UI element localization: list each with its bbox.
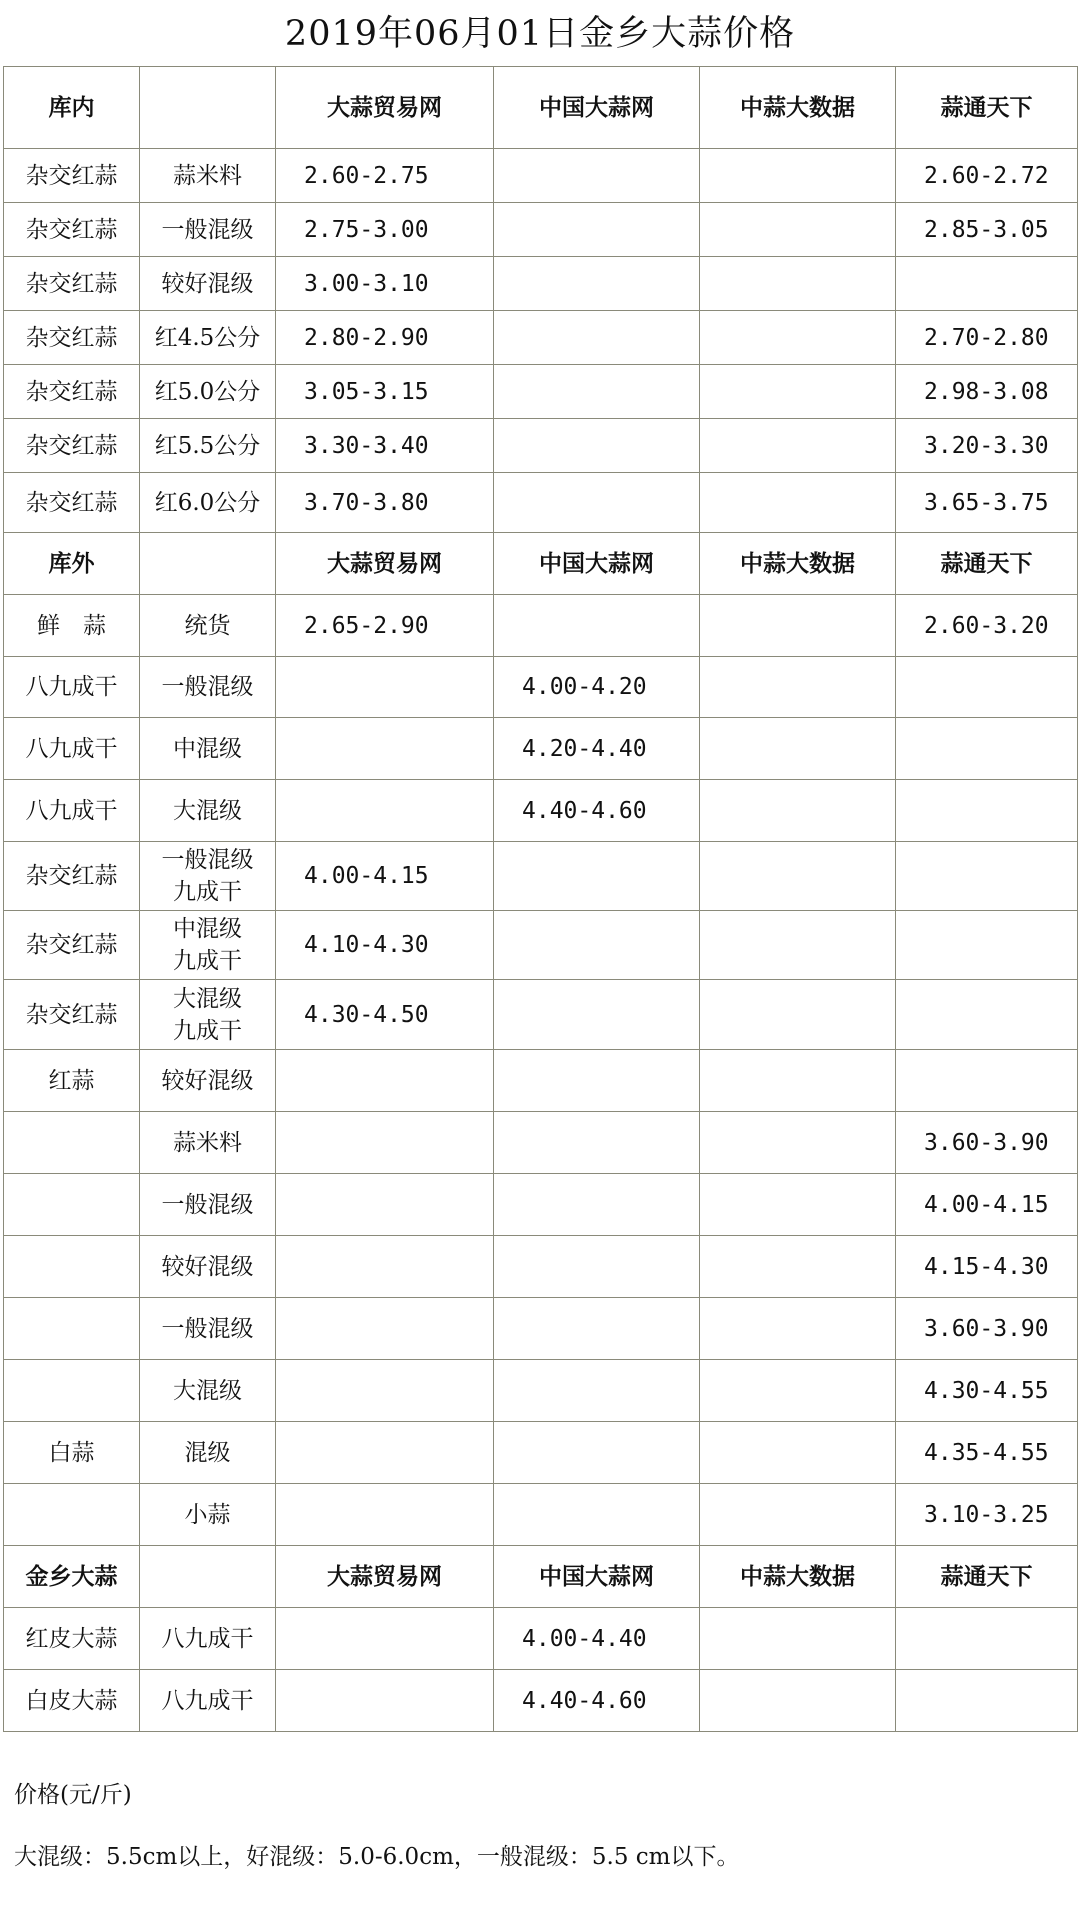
- zhongsuan-data-price: [700, 1608, 896, 1670]
- suantong-price: 2.60-2.72: [896, 149, 1078, 203]
- variety-cell: 杂交红蒜: [4, 842, 140, 911]
- table-row: [4, 1112, 1078, 1174]
- variety-cell: [4, 1484, 140, 1546]
- dasuan-trade-price: 2.75-3.00: [276, 203, 494, 257]
- table-row: [4, 980, 1078, 1050]
- section-label: 库外: [4, 533, 140, 595]
- dasuan-trade-price: [276, 1050, 494, 1112]
- grade-cell-line: 九成干: [173, 879, 242, 905]
- china-garlic-price: [494, 419, 700, 473]
- variety-cell: 杂交红蒜: [4, 149, 140, 203]
- variety-cell: 杂交红蒜: [4, 311, 140, 365]
- china-garlic-price: [494, 1112, 700, 1174]
- source-column-header: 中国大蒜网: [494, 1546, 700, 1608]
- grade-cell: 小蒜: [140, 1484, 276, 1546]
- variety-cell: [4, 1298, 140, 1360]
- variety-cell: 杂交红蒜: [4, 980, 140, 1050]
- zhongsuan-data-price: [700, 1422, 896, 1484]
- china-garlic-price: [494, 1050, 700, 1112]
- dasuan-trade-price: [276, 1360, 494, 1422]
- grade-cell: 红4.5公分: [140, 311, 276, 365]
- variety-cell: 杂交红蒜: [4, 365, 140, 419]
- dasuan-trade-price: 3.00-3.10: [276, 257, 494, 311]
- page-title: 2019年06月01日金乡大蒜价格: [284, 14, 796, 54]
- dasuan-trade-price: [276, 1112, 494, 1174]
- source-column-header: 蒜通天下: [896, 1546, 1078, 1608]
- variety-cell: 白皮大蒜: [4, 1670, 140, 1732]
- variety-cell: 白蒜: [4, 1422, 140, 1484]
- dasuan-trade-price: [276, 1422, 494, 1484]
- grade-cell: 红6.0公分: [140, 473, 276, 533]
- variety-cell: 杂交红蒜: [4, 257, 140, 311]
- dasuan-trade-price: 4.30-4.50: [276, 980, 494, 1050]
- grade-cell: 较好混级: [140, 257, 276, 311]
- zhongsuan-data-price: [700, 203, 896, 257]
- zhongsuan-data-price: [700, 718, 896, 780]
- table-row: [4, 149, 1078, 203]
- dasuan-trade-price: 3.70-3.80: [276, 473, 494, 533]
- grade-cell: 一般混级: [140, 203, 276, 257]
- table-row: [4, 780, 1078, 842]
- table-row: [4, 595, 1078, 657]
- grade-cell: 八九成干: [140, 1608, 276, 1670]
- table-row: [4, 911, 1078, 980]
- zhongsuan-data-price: [700, 780, 896, 842]
- grade-cell: 红5.0公分: [140, 365, 276, 419]
- table-row: [4, 365, 1078, 419]
- grade-cell: 大混级: [140, 1360, 276, 1422]
- table-row: [4, 473, 1078, 533]
- price-table: [3, 66, 1078, 1732]
- china-garlic-price: 4.20-4.40: [494, 718, 700, 780]
- table-row: [4, 1422, 1078, 1484]
- suantong-price: [896, 657, 1078, 718]
- variety-cell: [4, 1174, 140, 1236]
- grade-cell: [140, 842, 276, 911]
- suantong-price: [896, 1050, 1078, 1112]
- dasuan-trade-price: 2.80-2.90: [276, 311, 494, 365]
- grade-cell: [140, 911, 276, 980]
- dasuan-trade-price: 4.10-4.30: [276, 911, 494, 980]
- grade-cell-line: 九成干: [173, 948, 242, 974]
- grade-cell: 蒜米料: [140, 1112, 276, 1174]
- variety-cell: 八九成干: [4, 657, 140, 718]
- suantong-price: 4.35-4.55: [896, 1422, 1078, 1484]
- china-garlic-price: [494, 203, 700, 257]
- suantong-price: 2.98-3.08: [896, 365, 1078, 419]
- zhongsuan-data-price: [700, 1670, 896, 1732]
- grade-cell: [140, 980, 276, 1050]
- section-label: 库内: [4, 67, 140, 149]
- china-garlic-price: [494, 1174, 700, 1236]
- table-row: [4, 311, 1078, 365]
- variety-cell: 鲜 蒜: [4, 595, 140, 657]
- source-column-header: 大蒜贸易网: [276, 67, 494, 149]
- china-garlic-price: [494, 365, 700, 419]
- source-column-header: 蒜通天下: [896, 67, 1078, 149]
- table-row: [4, 257, 1078, 311]
- grade-cell: 一般混级: [140, 657, 276, 718]
- source-column-header: 中蒜大数据: [700, 533, 896, 595]
- zhongsuan-data-price: [700, 473, 896, 533]
- grade-cell: 中混级: [140, 718, 276, 780]
- dasuan-trade-price: [276, 780, 494, 842]
- table-row: [4, 1174, 1078, 1236]
- china-garlic-price: [494, 842, 700, 911]
- suantong-price: 2.70-2.80: [896, 311, 1078, 365]
- grade-cell: 混级: [140, 1422, 276, 1484]
- china-garlic-price: [494, 1484, 700, 1546]
- table-row: [4, 1050, 1078, 1112]
- variety-cell: [4, 1236, 140, 1298]
- grade-cell: 较好混级: [140, 1236, 276, 1298]
- suantong-price: 4.00-4.15: [896, 1174, 1078, 1236]
- suantong-price: [896, 718, 1078, 780]
- suantong-price: [896, 1608, 1078, 1670]
- variety-cell: [4, 1360, 140, 1422]
- china-garlic-price: [494, 149, 700, 203]
- grade-cell: 大混级: [140, 780, 276, 842]
- china-garlic-price: [494, 980, 700, 1050]
- zhongsuan-data-price: [700, 311, 896, 365]
- variety-cell: 八九成干: [4, 780, 140, 842]
- dasuan-trade-price: [276, 657, 494, 718]
- china-garlic-price: [494, 1422, 700, 1484]
- grade-cell: 蒜米料: [140, 149, 276, 203]
- grade-definition-note: 大混级：5.5cm以上，好混级：5.0-6.0cm，一般混级：5.5 cm以下。: [14, 1844, 740, 1870]
- suantong-price: [896, 1670, 1078, 1732]
- variety-cell: 八九成干: [4, 718, 140, 780]
- china-garlic-price: [494, 1298, 700, 1360]
- suantong-price: 4.30-4.55: [896, 1360, 1078, 1422]
- suantong-price: 3.20-3.30: [896, 419, 1078, 473]
- zhongsuan-data-price: [700, 1298, 896, 1360]
- grade-cell: 一般混级: [140, 1174, 276, 1236]
- suantong-price: [896, 257, 1078, 311]
- china-garlic-price: [494, 1360, 700, 1422]
- zhongsuan-data-price: [700, 595, 896, 657]
- table-row: [4, 718, 1078, 780]
- suantong-price: [896, 980, 1078, 1050]
- section-header-row: [4, 533, 1078, 595]
- china-garlic-price: [494, 1236, 700, 1298]
- suantong-price: 3.10-3.25: [896, 1484, 1078, 1546]
- china-garlic-price: 4.40-4.60: [494, 780, 700, 842]
- variety-cell: [4, 1112, 140, 1174]
- china-garlic-price: [494, 911, 700, 980]
- suantong-price: 3.60-3.90: [896, 1298, 1078, 1360]
- header-blank-cell: [140, 533, 276, 595]
- china-garlic-price: 4.00-4.40: [494, 1608, 700, 1670]
- suantong-price: [896, 780, 1078, 842]
- zhongsuan-data-price: [700, 257, 896, 311]
- grade-cell: 八九成干: [140, 1670, 276, 1732]
- table-row: [4, 1484, 1078, 1546]
- grade-cell-line: 大混级: [173, 985, 242, 1012]
- zhongsuan-data-price: [700, 419, 896, 473]
- source-column-header: 中蒜大数据: [700, 1546, 896, 1608]
- dasuan-trade-price: 3.30-3.40: [276, 419, 494, 473]
- suantong-price: 4.15-4.30: [896, 1236, 1078, 1298]
- dasuan-trade-price: [276, 1236, 494, 1298]
- grade-cell: 较好混级: [140, 1050, 276, 1112]
- china-garlic-price: [494, 257, 700, 311]
- zhongsuan-data-price: [700, 657, 896, 718]
- variety-cell: 红蒜: [4, 1050, 140, 1112]
- china-garlic-price: 4.00-4.20: [494, 657, 700, 718]
- suantong-price: 3.60-3.90: [896, 1112, 1078, 1174]
- header-blank-cell: [140, 67, 276, 149]
- source-column-header: 中国大蒜网: [494, 67, 700, 149]
- variety-cell: 杂交红蒜: [4, 419, 140, 473]
- variety-cell: 杂交红蒜: [4, 473, 140, 533]
- zhongsuan-data-price: [700, 911, 896, 980]
- grade-cell-line: 九成干: [173, 1017, 242, 1044]
- zhongsuan-data-price: [700, 1360, 896, 1422]
- table-row: [4, 1360, 1078, 1422]
- table-row: [4, 419, 1078, 473]
- table-row: [4, 1670, 1078, 1732]
- suantong-price: 2.85-3.05: [896, 203, 1078, 257]
- china-garlic-price: 4.40-4.60: [494, 1670, 700, 1732]
- suantong-price: [896, 842, 1078, 911]
- dasuan-trade-price: [276, 718, 494, 780]
- grade-cell-line: 中混级: [173, 916, 242, 942]
- zhongsuan-data-price: [700, 1174, 896, 1236]
- grade-cell: 红5.5公分: [140, 419, 276, 473]
- table-row: [4, 1236, 1078, 1298]
- section-header-row: [4, 1546, 1078, 1608]
- zhongsuan-data-price: [700, 1236, 896, 1298]
- table-row: [4, 1608, 1078, 1670]
- china-garlic-price: [494, 473, 700, 533]
- dasuan-trade-price: [276, 1670, 494, 1732]
- source-column-header: 大蒜贸易网: [276, 533, 494, 595]
- variety-cell: 杂交红蒜: [4, 203, 140, 257]
- source-column-header: 中国大蒜网: [494, 533, 700, 595]
- dasuan-trade-price: [276, 1484, 494, 1546]
- section-label: 金乡大蒜: [4, 1546, 140, 1608]
- dasuan-trade-price: 2.65-2.90: [276, 595, 494, 657]
- dasuan-trade-price: 4.00-4.15: [276, 842, 494, 911]
- grade-cell: 一般混级: [140, 1298, 276, 1360]
- zhongsuan-data-price: [700, 149, 896, 203]
- source-column-header: 中蒜大数据: [700, 67, 896, 149]
- source-column-header: 大蒜贸易网: [276, 1546, 494, 1608]
- zhongsuan-data-price: [700, 842, 896, 911]
- variety-cell: 红皮大蒜: [4, 1608, 140, 1670]
- variety-cell: 杂交红蒜: [4, 911, 140, 980]
- dasuan-trade-price: [276, 1298, 494, 1360]
- grade-cell: 统货: [140, 595, 276, 657]
- suantong-price: 2.60-3.20: [896, 595, 1078, 657]
- dasuan-trade-price: [276, 1174, 494, 1236]
- dasuan-trade-price: [276, 1608, 494, 1670]
- zhongsuan-data-price: [700, 980, 896, 1050]
- zhongsuan-data-price: [700, 1050, 896, 1112]
- china-garlic-price: [494, 311, 700, 365]
- suantong-price: 3.65-3.75: [896, 473, 1078, 533]
- table-row: [4, 203, 1078, 257]
- header-blank-cell: [140, 1546, 276, 1608]
- section-header-row: [4, 67, 1078, 149]
- table-row: [4, 842, 1078, 911]
- zhongsuan-data-price: [700, 365, 896, 419]
- china-garlic-price: [494, 595, 700, 657]
- source-column-header: 蒜通天下: [896, 533, 1078, 595]
- zhongsuan-data-price: [700, 1112, 896, 1174]
- dasuan-trade-price: 2.60-2.75: [276, 149, 494, 203]
- table-row: [4, 657, 1078, 718]
- dasuan-trade-price: 3.05-3.15: [276, 365, 494, 419]
- price-unit-note: 价格(元/斤): [14, 1782, 132, 1808]
- zhongsuan-data-price: [700, 1484, 896, 1546]
- suantong-price: [896, 911, 1078, 980]
- grade-cell-line: 一般混级: [161, 847, 254, 873]
- table-row: [4, 1298, 1078, 1360]
